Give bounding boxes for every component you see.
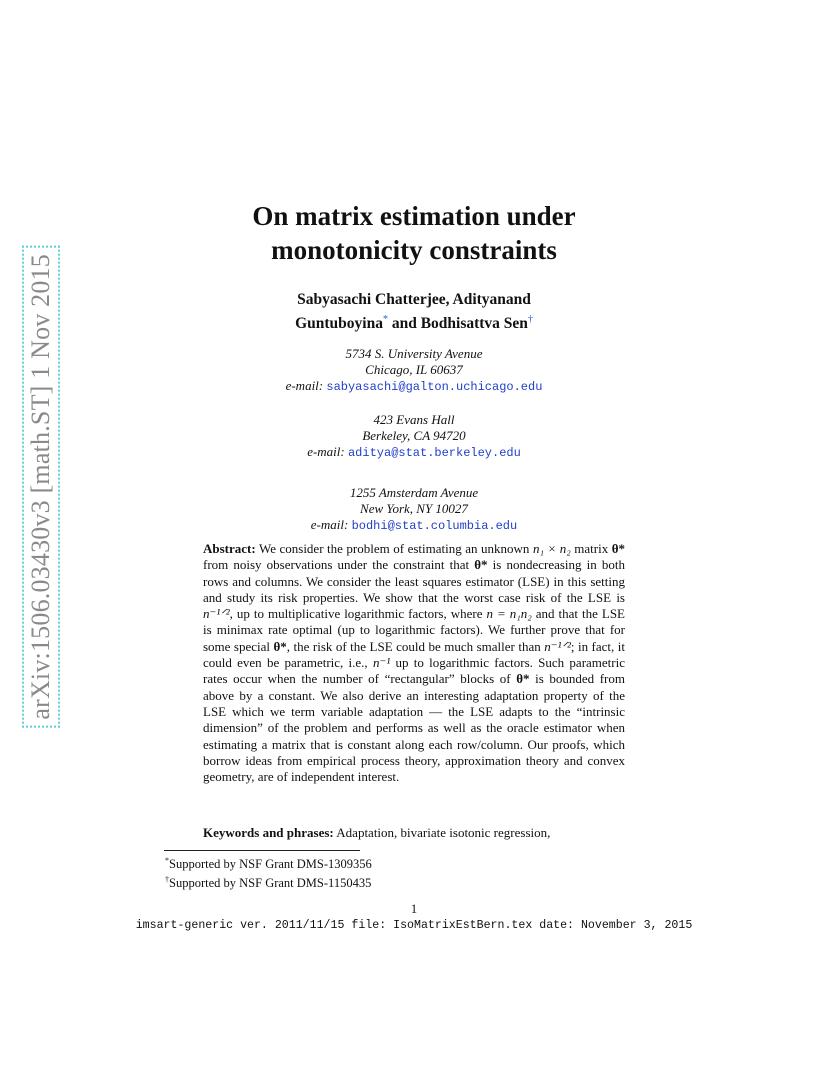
address-city: Berkeley, CA 94720 (362, 428, 466, 443)
address-street: 1255 Amsterdam Avenue (349, 485, 479, 500)
page-number: 1 (410, 902, 418, 916)
keywords-label: Keywords and phrases: (203, 825, 334, 840)
abstract-text: , up to multiplicative logarithmic factors, where (229, 606, 487, 622)
abstract-text: , the risk of the LSE could be much smaller than (286, 638, 545, 654)
email-label: e-mail: (285, 378, 327, 393)
address-email-line (0, 517, 828, 534)
authors-line-1: Sabyasachi Chatterjee, Adityanand (297, 291, 531, 308)
abstract-text: We consider the problem of estimating an unknown (255, 541, 533, 556)
footnote-1 (165, 853, 372, 872)
footnote-mark: † (165, 875, 169, 885)
abstract-text: ; in fact, it could even be parametric, i.e., (203, 638, 625, 671)
math-theta: θ* (611, 541, 626, 556)
abstract-text: and that the LSE is minimax rate optimal (up to logarithmic factors). We further prove that for some special (203, 606, 626, 654)
email-label: e-mail: (310, 517, 352, 532)
address-street: 5734 S. University Avenue (345, 346, 483, 361)
footnote-divider (164, 850, 360, 851)
math-parametric-rate: n⁻¹ (372, 655, 391, 671)
math-theta: θ* (273, 638, 287, 654)
email-link[interactable]: sabyasachi@galton.uchicago.edu (326, 380, 543, 394)
math-dimensions: n₁ × n₂ (532, 541, 571, 556)
address-block-3 (0, 485, 828, 534)
abstract-text: up to logarithmic factors. Such parametric rates occur when the number of “rectangular” blocks of (203, 655, 626, 687)
abstract-label: Abstract: (203, 541, 256, 556)
footnote-text: Supported by NSF Grant DMS-1309356 (169, 857, 372, 872)
abstract-text: is bounded from above by a constant. We also derive an interesting adaptation property of the LSE which we term variable adaptation — the LSE adapts to the “intrinsic dimension” of the problem and performs as well as the oracle estimator when estimating a matrix that is constant along each row/column. Our proofs, which borrow ideas from empirical process theory, approximation theory and convex geometry, are of independent interest. (203, 671, 625, 785)
abstract-text: matrix (570, 541, 612, 556)
math-n-definition: n = n₁n₂ (486, 606, 532, 622)
math-theta: θ* (474, 557, 488, 573)
title-line-1: On matrix estimation under (252, 201, 576, 231)
author-list (0, 290, 828, 334)
address-email-line (0, 378, 828, 395)
arxiv-identifier: arXiv:1506.03430v3 [math.ST] 1 Nov 2015 (22, 246, 60, 728)
authors-line-2 (0, 310, 828, 334)
abstract (203, 541, 625, 785)
footnote-mark: * (165, 856, 169, 865)
address-block-2 (0, 412, 828, 461)
footnote-2 (165, 872, 372, 891)
keywords (203, 825, 627, 841)
address-city: New York, NY 10027 (360, 501, 468, 516)
footnote-mark-2[interactable]: † (527, 314, 533, 325)
paper-title (0, 199, 828, 267)
keywords-text: Adaptation, bivariate isotonic regression, (333, 825, 551, 840)
address-email-line (0, 444, 828, 461)
email-link[interactable]: aditya@stat.berkeley.edu (347, 446, 521, 460)
math-rate: n⁻¹ᐟ² (203, 606, 230, 622)
footnotes (165, 853, 372, 891)
author-guntuboyina: Guntuboyina (295, 315, 383, 333)
math-theta: θ* (516, 671, 530, 687)
address-city: Chicago, IL 60637 (365, 362, 463, 377)
footnote-text: Supported by NSF Grant DMS-1150435 (169, 876, 372, 891)
math-rate: n⁻¹ᐟ² (544, 638, 571, 654)
email-label: e-mail: (307, 444, 348, 459)
address-block-1 (0, 346, 828, 395)
title-line-2: monotonicity constraints (271, 235, 557, 265)
email-link[interactable]: bodhi@stat.columbia.edu (351, 519, 518, 533)
author-sen: and Bodhisattva Sen (387, 315, 528, 333)
abstract-text: from noisy observations under the constraint that (203, 557, 475, 573)
footnote-mark-1[interactable]: * (382, 314, 388, 325)
address-street: 423 Evans Hall (373, 412, 455, 427)
abstract-text: is nondecreasing in both rows and columns. We consider the least squares estimator (LSE) in this setting and study its risk properties. We show that the worst case risk of the LSE is (203, 557, 626, 605)
imsart-footer: imsart-generic ver. 2011/11/15 file: IsoMatrixEstBern.tex date: November 3, 2015 (135, 919, 693, 932)
